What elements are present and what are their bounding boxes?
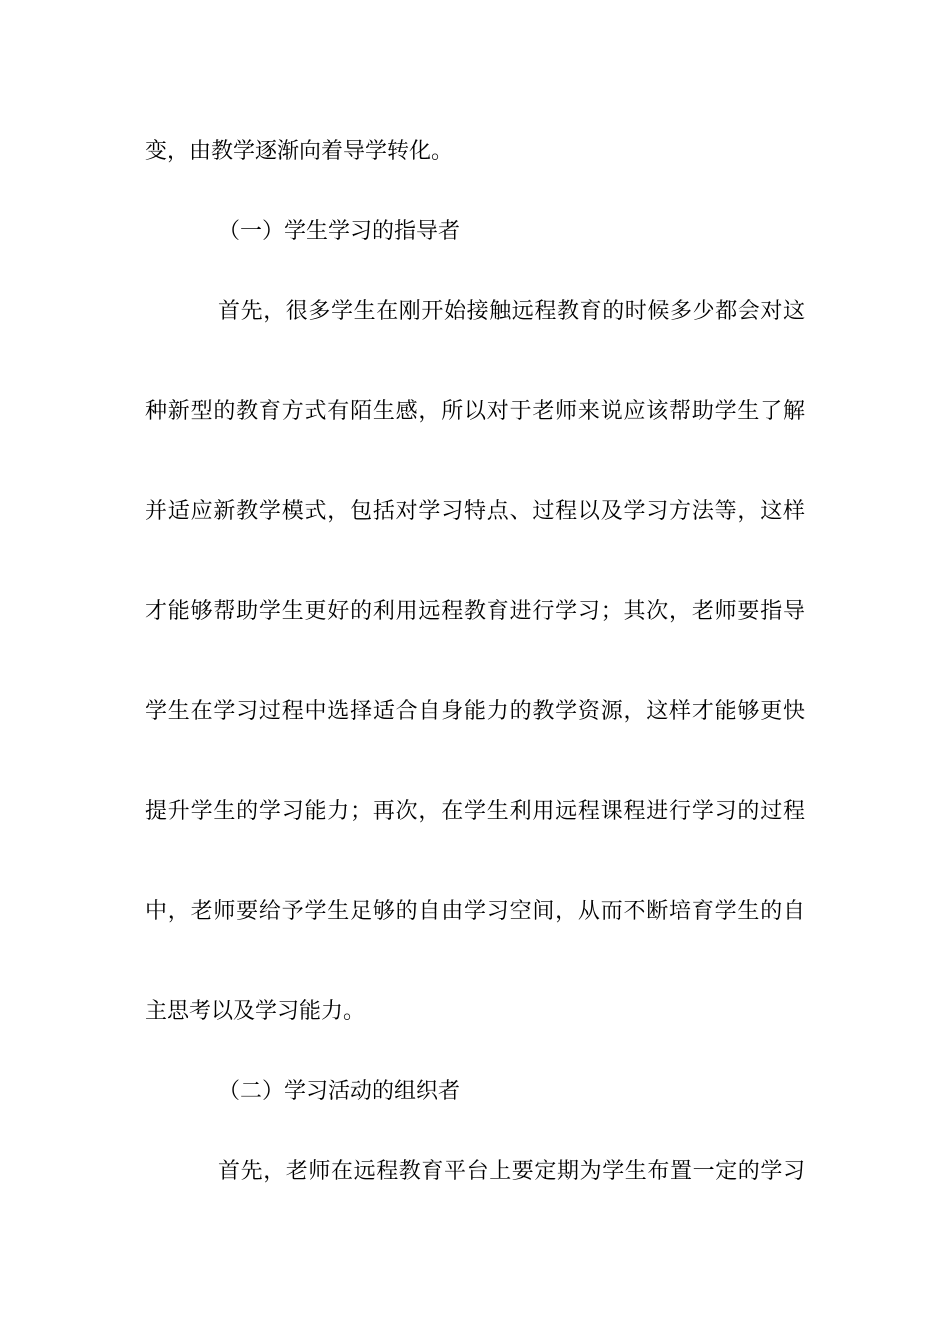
paragraph-line: 变，由教学逐渐向着导学转化。 bbox=[145, 139, 454, 164]
paragraph-line: 首先，很多学生在刚开始接触远程教育的时候多少都会对这 bbox=[218, 299, 805, 324]
paragraph-line: 学生在学习过程中选择适合自身能力的教学资源，这样才能够更快 bbox=[145, 699, 805, 724]
paragraph-line: 种新型的教育方式有陌生感，所以对于老师来说应该帮助学生了解 bbox=[145, 399, 805, 424]
paragraph-line: 并适应新教学模式，包括对学习特点、过程以及学习方法等，这样 bbox=[145, 499, 805, 524]
section-heading: （二）学习活动的组织者 bbox=[218, 1079, 461, 1104]
section-heading: （一）学生学习的指导者 bbox=[218, 219, 461, 244]
paragraph-line: 才能够帮助学生更好的利用远程教育进行学习；其次，老师要指导 bbox=[145, 599, 805, 624]
paragraph-line: 提升学生的学习能力；再次，在学生利用远程课程进行学习的过程 bbox=[145, 799, 805, 824]
paragraph-line: 首先，老师在远程教育平台上要定期为学生布置一定的学习 bbox=[218, 1159, 805, 1184]
paragraph-line: 中，老师要给予学生足够的自由学习空间，从而不断培育学生的自 bbox=[145, 899, 805, 924]
paragraph-line: 主思考以及学习能力。 bbox=[145, 999, 366, 1024]
